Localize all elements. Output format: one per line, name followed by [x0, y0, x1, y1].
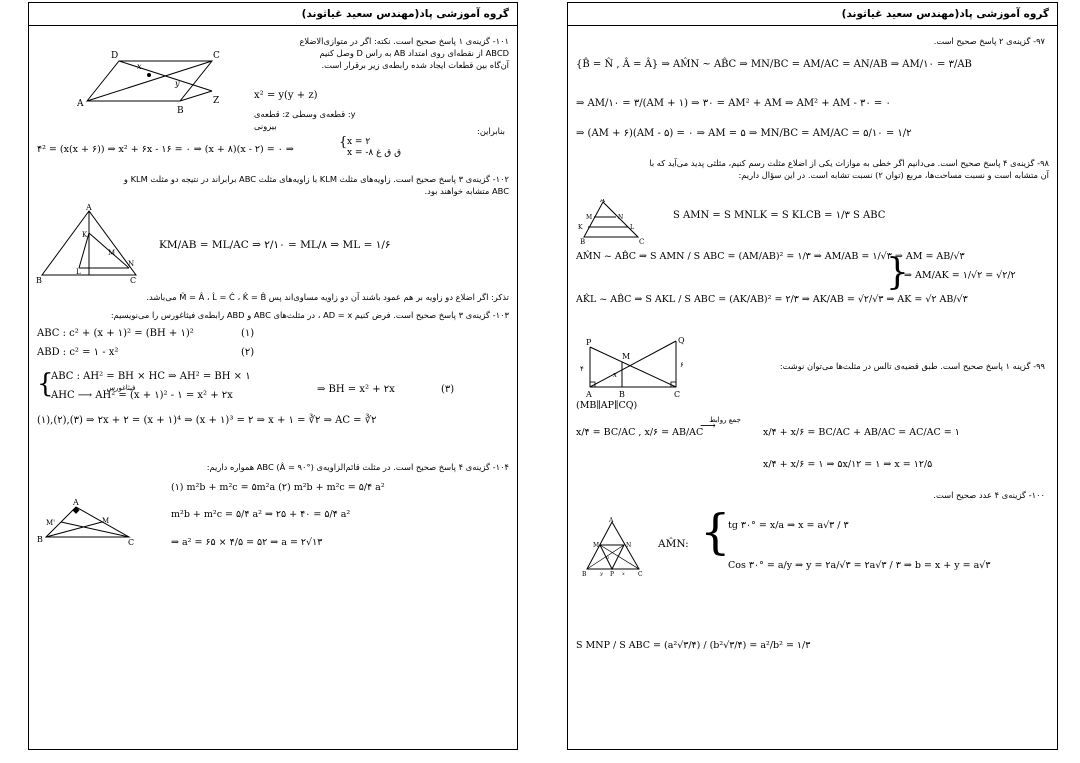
svg-text:y: y — [600, 571, 603, 577]
q103-eq2: ABD : c² = ۱ - x² — [37, 347, 119, 358]
svg-text:B: B — [37, 535, 43, 544]
svg-text:K: K — [82, 231, 88, 239]
svg-text:A: A — [73, 498, 79, 507]
svg-text:C: C — [638, 571, 643, 577]
svg-text:M: M — [102, 517, 110, 525]
svg-text:C: C — [674, 390, 681, 399]
q104-figure — [34, 497, 134, 551]
q100-eq3: S MNP / S ABC = (a²√۳/۴) / (b²√۳/۴) = a²/b² = ۱/۳ — [576, 640, 811, 651]
svg-text:A: A — [77, 99, 84, 109]
q103-brace: { — [37, 369, 54, 399]
q99-text: ۹۹- گزینه ۱ پاسخ صحیح است. طبق قضیه‌ی تالس در مثلث‌ها می‌توان نوشت: — [779, 361, 1045, 371]
q101-formula: x² = y(y + z) — [254, 90, 318, 101]
svg-text:L: L — [630, 224, 634, 231]
q97-eq1: {B̂ = N̂ , Â = Â} ⇒ AM̂N ~ AB̂C ⇒ MN/BC = AM/AC = AN/AB ⇒ AM/۱۰ = ۳/AB — [576, 59, 972, 70]
q100-eq1: tg ۳۰° = x/a ⇒ x = a√۳ / ۳ — [728, 520, 849, 531]
q103-eq2-num: (۲) — [241, 347, 255, 358]
svg-text:x: x — [613, 371, 617, 379]
right-page — [567, 2, 1058, 750]
svg-text:M': M' — [46, 519, 56, 527]
svg-text:x: x — [137, 62, 142, 71]
q99-eq1b: x/۴ + x/۶ = BC/AC + AB/AC = AC/AC = ۱ — [763, 427, 960, 438]
q102-text: ۱۰۲- گزینه‌ی ۳ پاسخ صحیح است. زاویه‌های مثلث KLM با زاویه‌های مثلث ABC برابراند در نتیجه دو مثلث KLM و ABC متشابه خواهند بود. — [123, 174, 509, 196]
svg-text:C: C — [213, 51, 220, 61]
svg-text:M: M — [108, 249, 116, 257]
svg-text:P: P — [610, 571, 615, 577]
svg-text:B: B — [36, 276, 42, 285]
svg-text:K: K — [578, 224, 583, 231]
q100-brace: { — [700, 504, 731, 560]
svg-text:M: M — [586, 214, 593, 221]
svg-text:A: A — [86, 203, 92, 212]
svg-text:۴: ۴ — [580, 365, 584, 373]
q104-eq3: ⇒ a² = ۶۵ × ۴/۵ = ۵۲ ⇒ a = ۲√۱۳ — [171, 537, 323, 548]
q98-figure — [578, 199, 648, 248]
svg-text:A: A — [600, 199, 606, 204]
left-page-header: گروه آموزشی پاد(مهندس سعید غیاثوند) — [29, 3, 517, 26]
q100-label: AM̂N: — [658, 538, 689, 550]
q103-final: (۱),(۲),(۳) ⇒ ۲x + ۲ = (x + ۱)⁴ ⇒ (x + ۱)³ = ۲ ⇒ x + ۱ = ∛۲ ⇒ AC = ∛۲ — [37, 415, 377, 426]
q104-eq2: m²b + m²c = ۵/۴ a² ⇒ ۲۵ + ۴۰ = ۵/۴ a² — [171, 509, 351, 520]
q100-text: ۱۰۰- گزینه‌ی ۴ عدد صحیح است. — [933, 490, 1045, 500]
svg-text:x: x — [622, 571, 625, 577]
q97-eq3: ⇒ (AM + ۶)(AM - ۵) = ۰ ⇒ AM = ۵ ⇒ MN/BC = AM/AC = ۵/۱۰ = ۱/۲ — [576, 128, 912, 139]
svg-text:Z: Z — [213, 96, 220, 106]
left-page — [28, 2, 518, 750]
q99-eq1: x/۴ = BC/AC , x/۶ = AB/AC — [576, 427, 704, 438]
svg-text:C: C — [639, 238, 645, 244]
svg-text:N: N — [626, 542, 632, 549]
svg-text:L: L — [76, 268, 81, 276]
q102-figure — [34, 203, 144, 289]
svg-text:B: B — [580, 238, 586, 244]
q100-figure — [582, 517, 644, 581]
q103-eq1: ABC : c² + (x + ۱)² = (BH + ۱)² — [37, 328, 194, 339]
svg-text:۶: ۶ — [680, 361, 684, 369]
q103-eq3b: AHC ⟶ AH² = (x + ۱)² - ۱ = x² + ۲x — [51, 390, 233, 401]
q103-eq1-num: (۱) — [241, 328, 255, 339]
q101-therefore: بنابراین: — [477, 126, 505, 136]
q99-arrow-label: جمع روابط — [709, 416, 741, 424]
q103-eq3-num: (۳) — [441, 384, 455, 395]
q104-text: ۱۰۴- گزینه‌ی ۴ پاسخ صحیح است. در مثلث قائم‌الزاویه‌ی ABC (Â = ۹۰°) همواره داریم: — [206, 462, 509, 472]
svg-text:M: M — [622, 352, 631, 361]
q101-legend: y: قطعه‌ی وسطی z: قطعه‌ی بیرونی — [254, 109, 356, 131]
svg-text:M: M — [593, 542, 600, 549]
q103-eq3-result: ⇒ BH = x² + ۲x — [317, 384, 395, 395]
q98-result: ⇒ AM/AK = ۱/√۲ = √۲/۲ — [904, 270, 1016, 281]
q103-eq3a: ABC : AH² = BH × HC ⇒ AH² = BH × ۱ — [51, 371, 251, 382]
q100-eq2: Cos ۳۰° = a/y ⇒ y = ۲a/√۳ = ۲a√۳ / ۳ ⇒ b = x + y = a√۳ — [728, 560, 991, 571]
q98-brace: } — [886, 252, 909, 293]
q99-arrow: ⟶ — [700, 419, 716, 432]
svg-text:N: N — [128, 260, 135, 268]
svg-text:C: C — [130, 276, 137, 285]
q97-text: ۹۷- گزینه‌ی ۲ پاسخ صحیح است. — [933, 36, 1045, 46]
q99-condition: (MB∥AP∥CQ) — [576, 400, 638, 411]
svg-text:C: C — [128, 538, 134, 547]
q104-eq1: (۱) m²b + m²c = ۵m²a (۲) m²b + m²c = ۵/۴ a² — [171, 482, 385, 493]
right-page-header: گروه آموزشی پاد(مهندس سعید غیاثوند) — [568, 3, 1057, 26]
svg-text:a: a — [606, 555, 609, 561]
q98-area-eq: S AMN = S MNLK = S KLCB = ۱/۳ S ABC — [673, 210, 886, 221]
q101-brace: { — [339, 135, 348, 150]
q98-eq1: AM̂N ~ AB̂C ⇒ S AMN / S ABC = (AM/AB)² = ۱/۳ ⇒ AM/AB = ۱/√۳ ⇒ AM = AB/√۳ — [576, 251, 965, 262]
q102-note: تذکر: اگر اضلاع دو زاویه بر هم عمود باشند آن دو زاویه مساوی‌اند پس M̂ = Â ، L̂ = Ĉ ، K̂ = B̂ می‌باشد. — [146, 292, 509, 302]
q97-eq2: ⇒ AM/۱۰ = ۳/(AM + ۱) ⇒ ۳۰ = AM² + AM ⇒ AM² + AM - ۳۰ = ۰ — [576, 98, 891, 109]
svg-text:B: B — [582, 571, 587, 577]
svg-text:A: A — [586, 390, 592, 399]
q101-solutions: x = ۲ x = -۸ ق ق غ — [347, 137, 402, 158]
svg-text:B: B — [619, 390, 625, 399]
q99-figure — [578, 335, 688, 404]
svg-text:A: A — [609, 517, 614, 524]
q103-text: ۱۰۳- گزینه‌ی ۳ پاسخ صحیح است. فرض کنیم AD = x ، در مثلث‌های ABC و ABD رابطه‌ی فیثاغورس را می‌نویسیم: — [110, 310, 509, 320]
q102-equation: KM/AB = ML/AC ⇒ ۲/۱۰ = ML/۸ ⇒ ML = ۱/۶ — [159, 239, 391, 251]
q98-eq2: AK̂L ~ AB̂C ⇒ S AKL / S ABC = (AK/AB)² = ۲/۳ ⇒ AK/AB = √۲/√۳ ⇒ AK = √۲ AB/√۳ — [576, 294, 968, 305]
q99-eq2: x/۴ + x/۶ = ۱ ⇒ ۵x/۱۲ = ۱ ⇒ x = ۱۲/۵ — [763, 459, 933, 470]
svg-text:B: B — [177, 106, 184, 116]
q101-fig-D: D — [111, 51, 119, 61]
q98-text: ۹۸- گزینه‌ی ۴ پاسخ صحیح است. می‌دانیم اگر خطی به موازات یکی از اضلاع مثلث رسم کنیم، مثلثی پدید می‌آید که با آن متشابه است و نسبت مساحت‌ها، مربع (توان ۲) نسبت تشابه است. در این سؤال داریم: — [649, 158, 1049, 180]
svg-text:y: y — [175, 79, 180, 88]
q101-equation: ۴² = (x(x + ۶)) ⇒ x² + ۶x - ۱۶ = ۰ ⇒ (x + ۸)(x - ۲) = ۰ ⇒ — [37, 144, 294, 155]
svg-text:N: N — [618, 214, 624, 221]
q101-text: ۱۰۱- گزینه‌ی ۱ پاسخ صحیح است. نکته: اگر در متوازی‌الاضلاع ABCD از نقطه‌ای روی امتداد AB به راس D وصل کنیم آن‌گاه بین قطعات ایجاد شده رابطه‌ی زیر برقرار است. — [299, 36, 509, 70]
svg-text:Q: Q — [678, 336, 685, 345]
q101-figure — [77, 41, 222, 120]
svg-text:P: P — [586, 338, 592, 347]
q103-arrow-label: فیثاغورس — [106, 384, 136, 392]
